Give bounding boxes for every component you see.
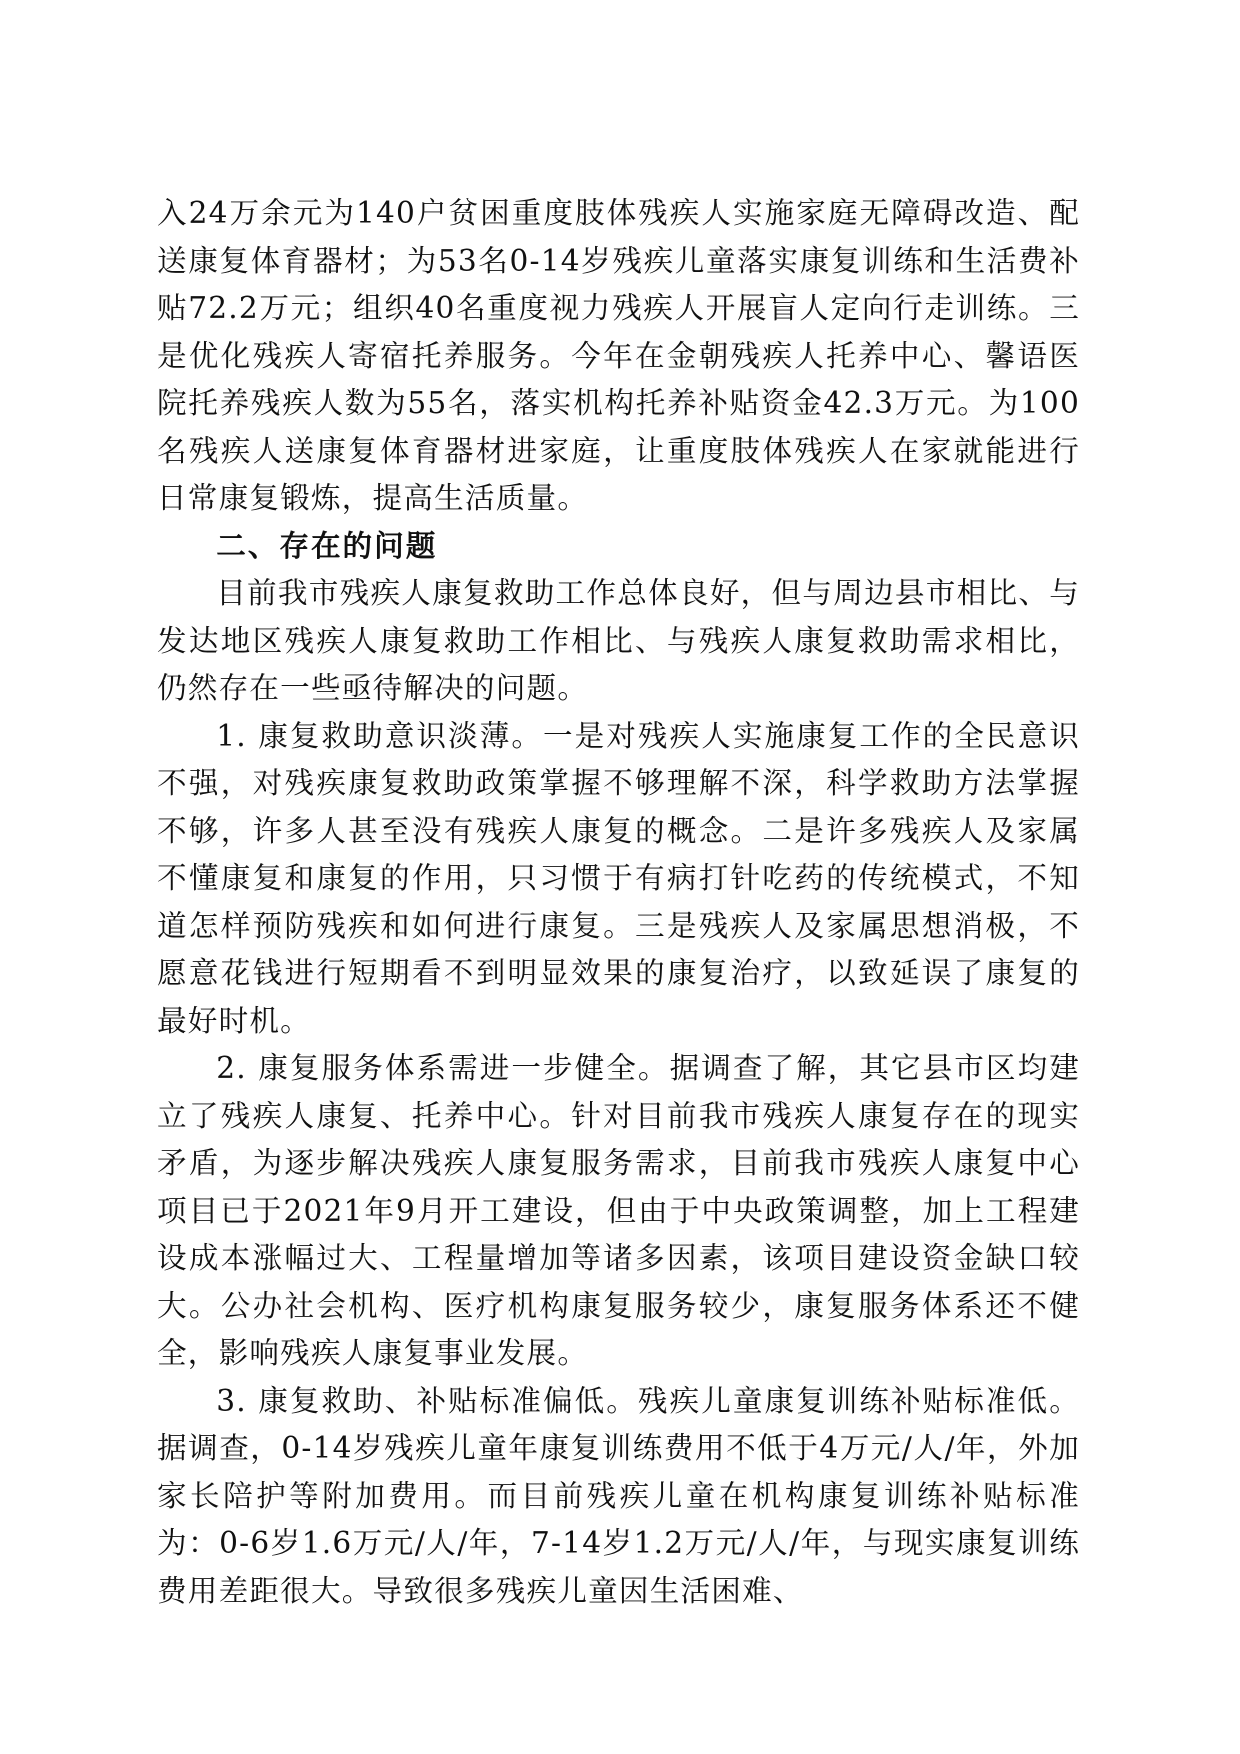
item-3-body: 残疾儿童康复训练补贴标准低。据调查，0-14岁残疾儿童年康复训练费用不低于4万元/人/年，外加家长陪护等附加费用。而目前残疾儿童在机构康复训练补贴标准为：0-6岁1.6万元/人/年，7-14岁1.2万元/人/年，与现实康复训练费用差距很大。导致很多残疾儿童因生活困难、 [157, 1383, 1080, 1608]
item-2-title: 2. 康复服务体系需进一步健全。 [216, 1051, 670, 1085]
section-heading: 二、存在的问题 [216, 528, 438, 563]
item-2-body: 据调查了解，其它县市区均建立了残疾人康复、托养中心。针对目前我市残疾人康复存在的现实矛盾，为逐步解决残疾人康复服务需求，目前我市残疾人康复中心项目已于2021年9月开工建设，但由于中央政策调整，加上工程建设成本涨幅过大、工程量增加等诸多因素，该项目建设资金缺口较大。公办社会机构、医疗机构康复服务较少，康复服务体系还不健全，影响残疾人康复事业发展。 [157, 1051, 1080, 1370]
document-body [157, 190, 1080, 1615]
paragraph-item-2 [157, 1045, 1080, 1378]
paragraph-item-3 [157, 1378, 1080, 1616]
paragraph-item-1 [157, 713, 1080, 1046]
item-1-body: 一是对残疾人实施康复工作的全民意识不强，对残疾康复救助政策掌握不够理解不深，科学救助方法掌握不够，许多人甚至没有残疾人康复的概念。二是许多残疾人及家属不懂康复和康复的作用，只习惯于有病打针吃药的传统模式，不知道怎样预防残疾和如何进行康复。三是残疾人及家属思想消极，不愿意花钱进行短期看不到明显效果的康复治疗，以致延误了康复的最好时机。 [157, 718, 1080, 1038]
paragraph-continuation: 入24万余元为140户贫困重度肢体残疾人实施家庭无障碍改造、配送康复体育器材；为53名0-14岁残疾儿童落实康复训练和生活费补贴72.2万元；组织40名重度视力残疾人开展盲人定向行走训练。三是优化残疾人寄宿托养服务。今年在金朝残疾人托养中心、馨语医院托养残疾人数为55名，落实机构托养补贴资金42.3万元。为100名残疾人送康复体育器材进家庭，让重度肢体残疾人在家就能进行日常康复锻炼，提高生活质量。 [157, 196, 1080, 515]
paragraph-intro: 目前我市残疾人康复救助工作总体良好，但与周边县市相比、与发达地区残疾人康复救助工作相比、与残疾人康复救助需求相比，仍然存在一些亟待解决的问题。 [157, 576, 1080, 705]
item-1-title: 1. 康复救助意识淡薄。 [216, 718, 544, 753]
item-3-title: 3. 康复救助、补贴标准偏低。 [216, 1383, 638, 1418]
